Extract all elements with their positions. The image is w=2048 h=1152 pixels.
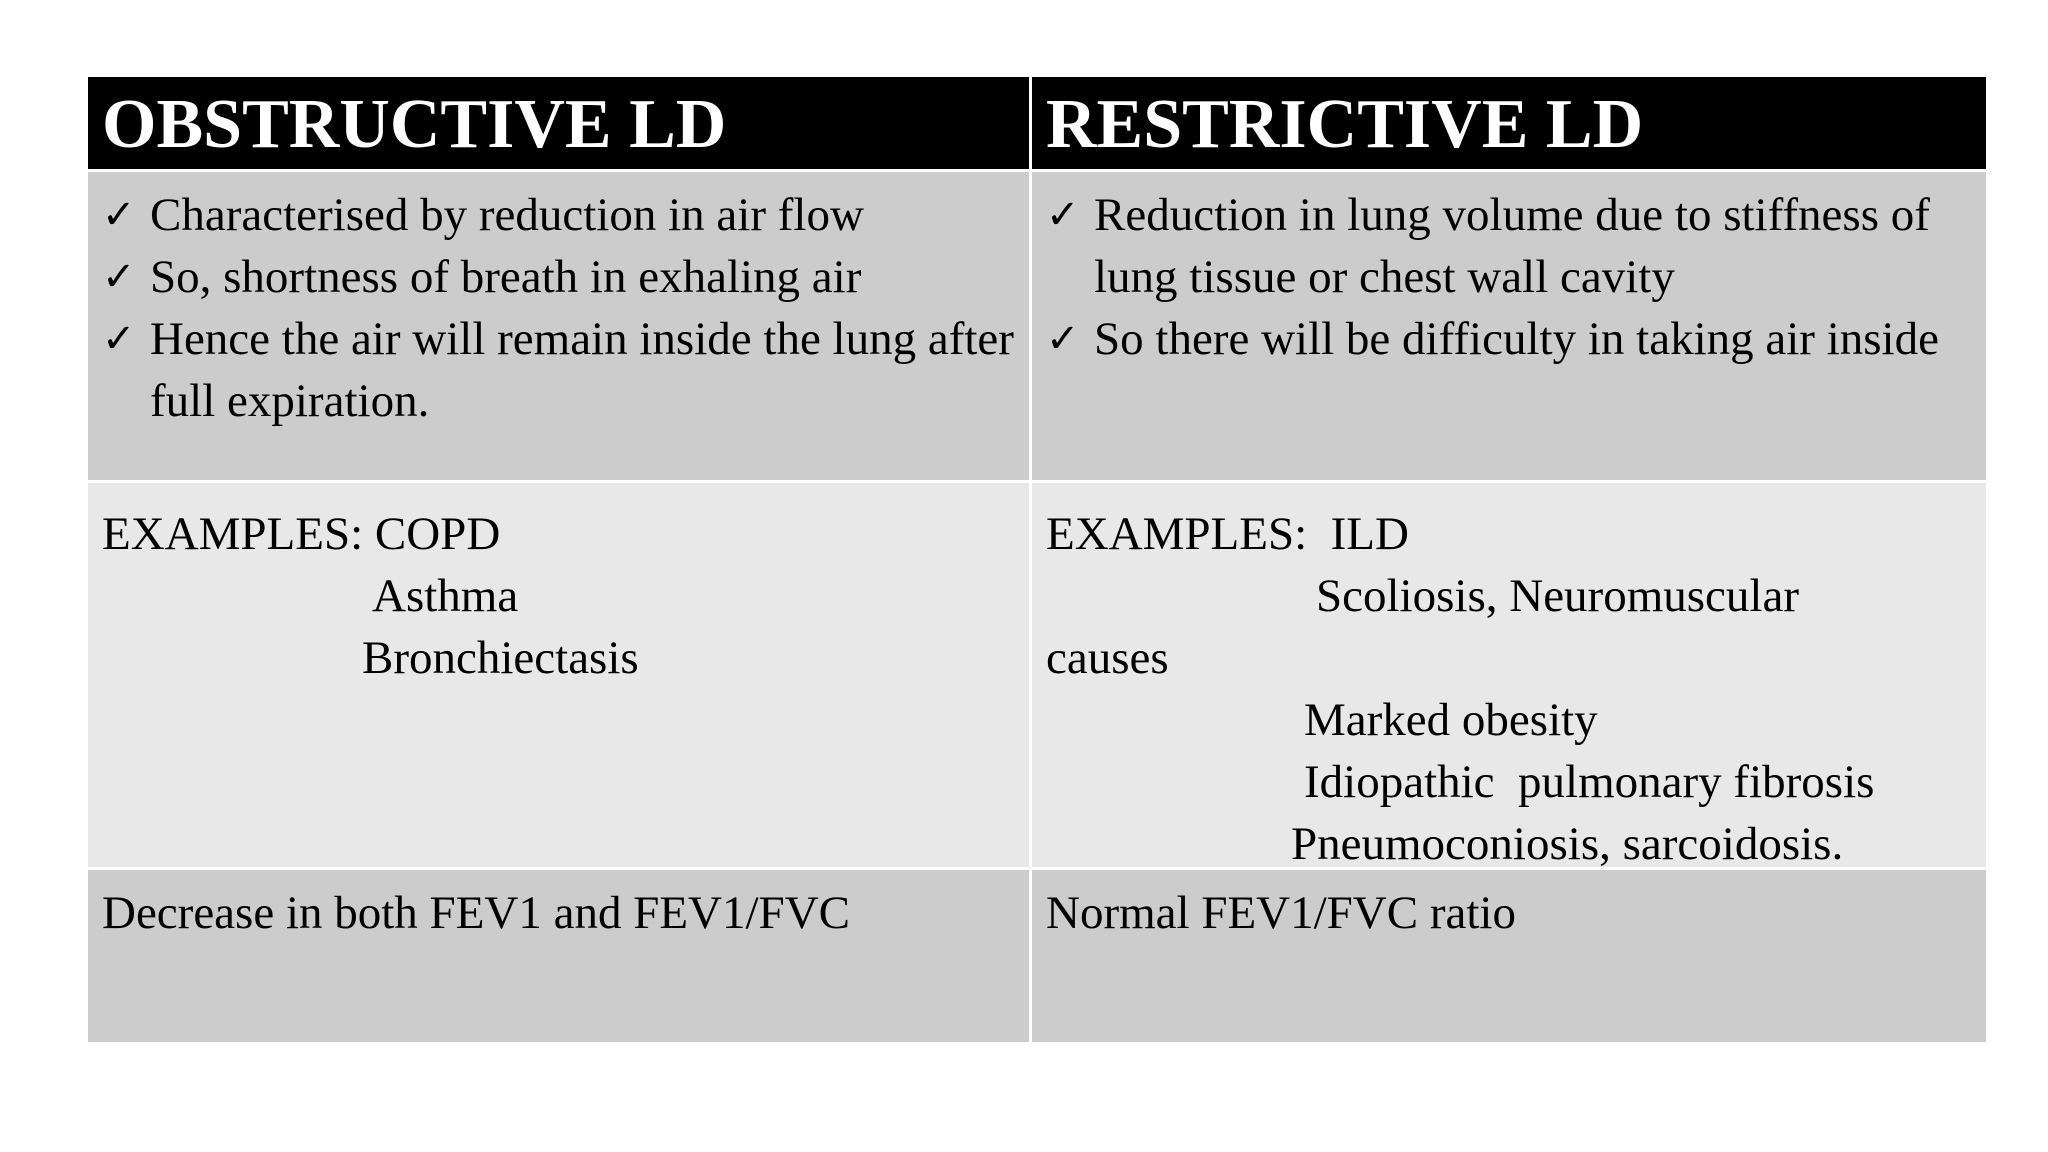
list-item — [102, 184, 1015, 246]
example-item: Bronchiectasis — [362, 632, 639, 684]
example-item: Asthma — [372, 570, 519, 622]
restrictive-examples-cell — [1032, 483, 1986, 870]
examples-label: EXAMPLES: ILD — [1046, 508, 1409, 560]
restrictive-spirometry-cell: Normal FEV1/FVC ratio — [1032, 870, 1986, 1045]
feature-text: Characterised by reduction in air flow — [150, 189, 864, 241]
comparison-table — [88, 77, 1986, 1045]
example-item: Idiopathic pulmonary fibrosis — [1304, 756, 1875, 808]
checkmark-icon: ✓ — [102, 254, 136, 300]
list-item — [1046, 308, 1972, 370]
header-obstructive: OBSTRUCTIVE LD — [88, 77, 1032, 172]
feature-text: So there will be difficulty in taking air inside — [1094, 313, 1939, 365]
header-restrictive: RESTRICTIVE LD — [1032, 77, 1986, 172]
obstructive-feature-list — [102, 184, 1015, 432]
obstructive-spirometry-cell: Decrease in both FEV1 and FEV1/FVC — [88, 870, 1032, 1045]
example-item: Scoliosis, Neuromuscular — [1316, 570, 1799, 622]
list-item — [102, 246, 1015, 308]
checkmark-icon: ✓ — [1046, 316, 1080, 362]
examples-label: EXAMPLES: COPD — [102, 508, 501, 560]
example-item: Pneumoconiosis, sarcoidosis. — [1291, 818, 1844, 870]
feature-text: Reduction in lung volume due to stiffness of lung tissue or chest wall cavity — [1094, 189, 1930, 303]
restrictive-feature-list — [1046, 184, 1972, 370]
list-item — [1046, 184, 1972, 308]
example-item: causes — [1046, 632, 1169, 684]
restrictive-features-cell — [1032, 172, 1986, 483]
obstructive-features-cell — [88, 172, 1032, 483]
example-item: Marked obesity — [1304, 694, 1598, 746]
feature-text: Hence the air will remain inside the lung after full expiration. — [150, 313, 1014, 427]
checkmark-icon: ✓ — [102, 316, 136, 362]
checkmark-icon: ✓ — [1046, 192, 1080, 238]
feature-text: So, shortness of breath in exhaling air — [150, 251, 862, 303]
checkmark-icon: ✓ — [102, 192, 136, 238]
obstructive-examples-cell — [88, 483, 1032, 870]
list-item — [102, 308, 1015, 432]
